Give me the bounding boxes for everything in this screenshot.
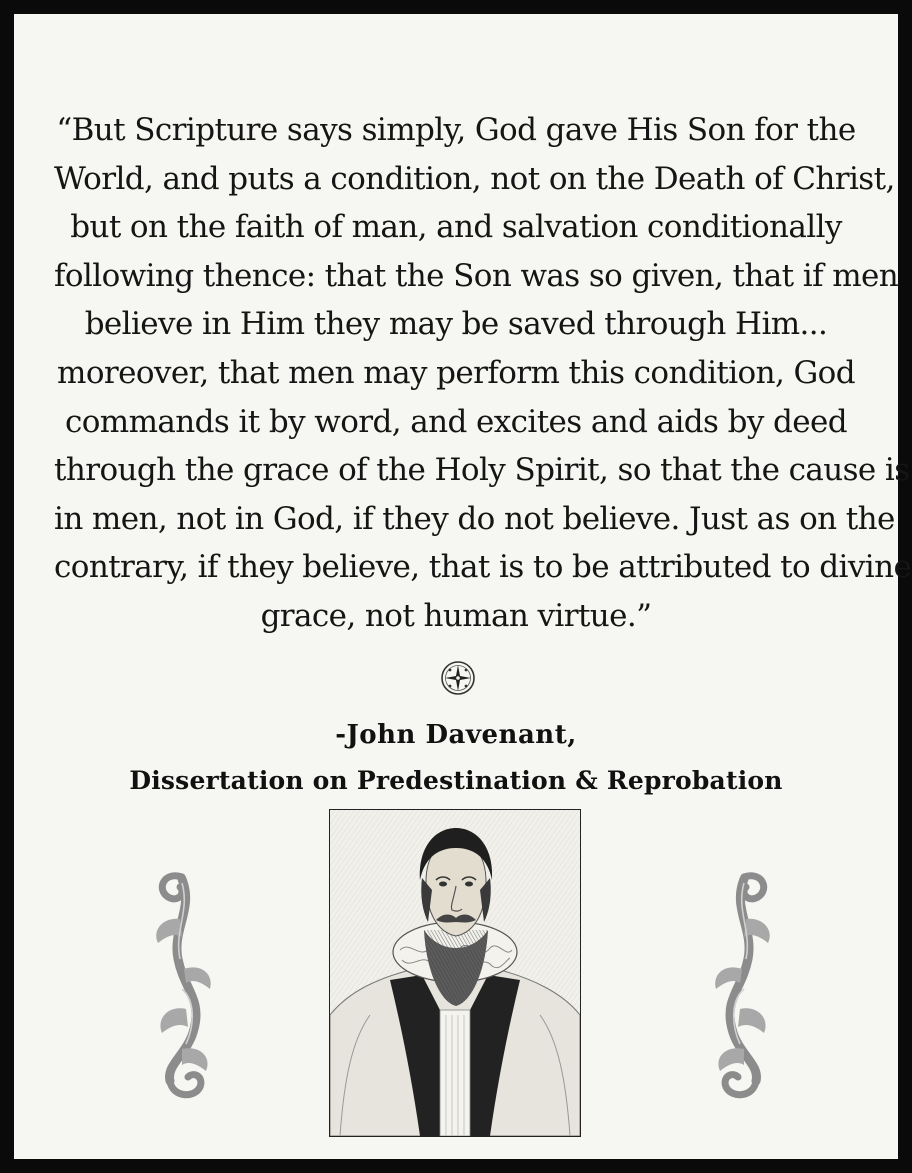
acanthus-scroll-ornament-icon — [142, 859, 222, 1099]
quote-line: in men, not in God, if they do not believe. Just as on the — [54, 500, 895, 537]
compass-cross-ornament-icon — [440, 660, 476, 696]
quote-line: “But Scripture says simply, God gave His Son for the — [56, 112, 856, 148]
quote-line: grace, not human virtue.” — [260, 597, 652, 634]
quote-line: contrary, if they believe, that is to be attributed to divine — [54, 549, 912, 586]
portrait-engraving — [330, 810, 580, 1136]
quote-text — [54, 106, 912, 641]
quote-card — [14, 14, 912, 1159]
work-title: Dissertation on Predestination & Reprobation — [129, 766, 783, 795]
quote-line: but on the faith of man, and salvation conditionally — [70, 209, 842, 246]
acanthus-scroll-ornament-icon — [704, 859, 784, 1099]
quote-line: commands it by word, and excites and aids by deed — [64, 403, 848, 440]
quote-line: moreover, that men may perform this condition, God — [57, 354, 855, 391]
quote-line: following thence: that the Son was so given, that if men — [54, 257, 899, 294]
quote-line: through the grace of the Holy Spirit, so that the cause is — [54, 452, 910, 489]
quote-line: believe in Him they may be saved through Him... — [84, 306, 828, 343]
portrait — [329, 809, 581, 1137]
author-name: -John Davenant, — [335, 720, 577, 750]
quote-line: World, and puts a condition, not on the Death of Christ, — [54, 160, 895, 197]
